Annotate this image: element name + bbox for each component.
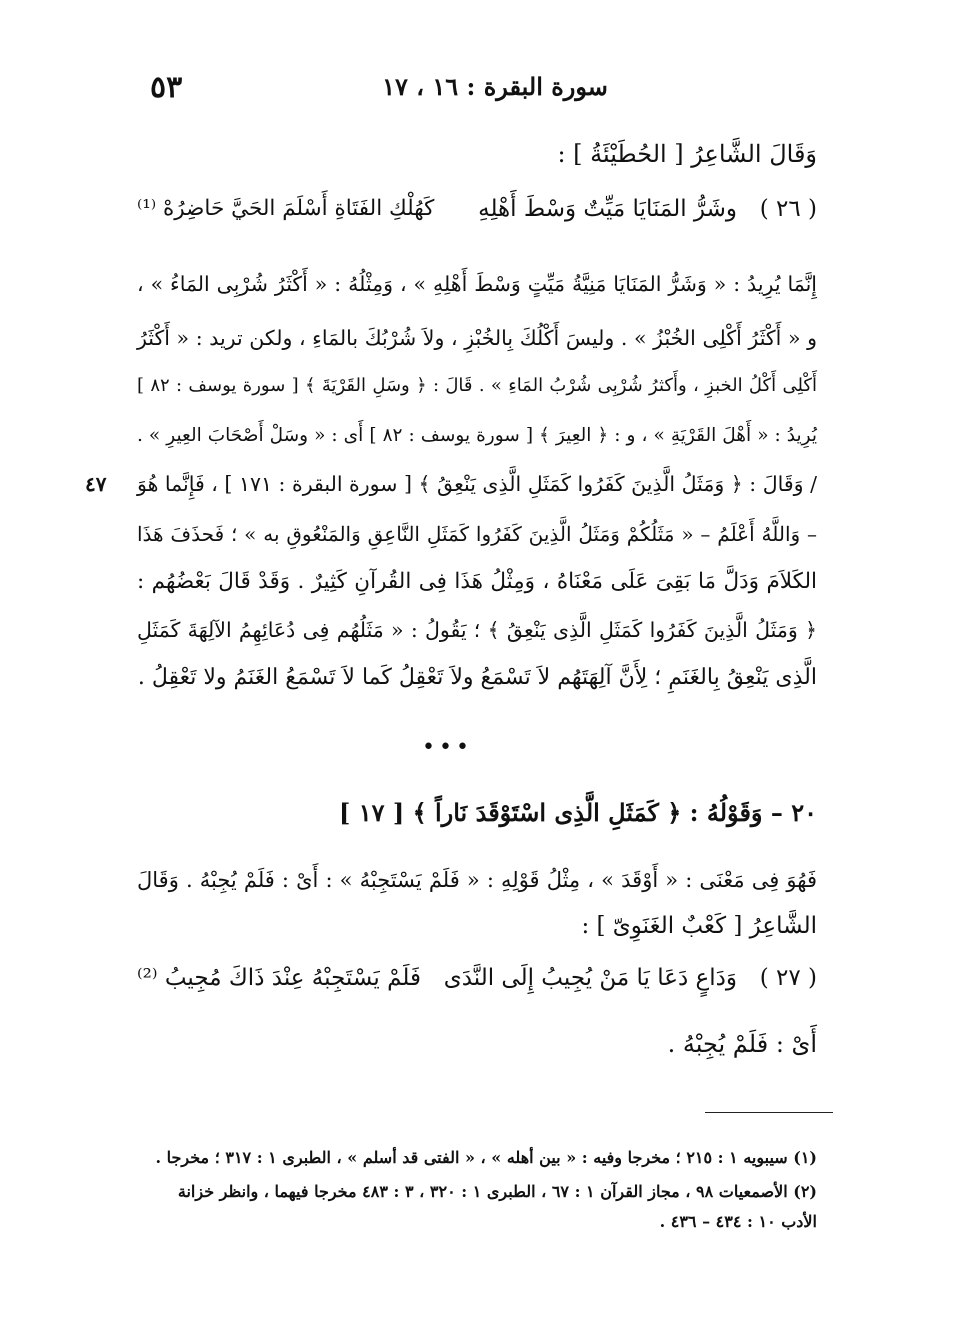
running-head: سورة البقرة : ١٦ ، ١٧ <box>382 72 608 101</box>
text-line: – وَاللَّهُ أَعْلَمُ – « مَثَلُكُمْ وَمَثَلُ الَّذِينَ كَفَرُوا كَمَثَلِ النَّاعِقِ وَالمَنْعُوقِ به » ؛ فَحذَفَ هَذَا <box>137 522 817 546</box>
footnote-rule <box>705 1112 833 1113</box>
closing-line: أَىْ : فَلَمْ يُجِبْهُ . <box>667 1030 817 1058</box>
text-line: / وَقَالَ : ﴿ وَمَثَلُ الَّذِينَ كَفَرُوا كَمَثَلِ الَّذِى يَنْعِقُ ﴾ [ سورة البقرة : ١٧١ ] ، فَإِنَّما هُوَ <box>137 472 817 496</box>
page-number: ٥٣ <box>150 70 183 105</box>
footnote-2: (٢) الأصمعيات ٩٨ ، مجاز القرآن ١ : ٦٧ ، الطبرى ١ : ٣٢٠ ، ٣ : ٤٨٣ مخرجا فيهما ، وانظر خزانة <box>177 1182 817 1201</box>
text-line: و « أَكْثَرُ أَكْلِى الخُبْزُ » . وليسَ أَكْلُكَ بِالخُبْزِ ، ولاَ شُرْبُكَ بالمَاءِ ، ولكن تريد : « أَكْثَرُ <box>137 326 817 350</box>
text-line: الَّذِى يَنْعِقُ بِالغَنَمِ ؛ لِأَنَّ آلِهَتَهُم لاَ تَسْمَعُ ولاَ تَعْقِلُ كَما لاَ تَسْمَعُ الغَنَمُ ولا تَعْقِلُ . <box>137 665 817 690</box>
text-line: ﴿ وَمَثَلُ الَّذِينَ كَفَرُوا كَمَثَلِ الَّذِى يَنْعِقُ ﴾ ؛ يَقُولُ : « مَثَلُهُم فِى دُعَائِهِمُ الآلِهَةَ كَمَثَلِ <box>137 618 817 642</box>
margin-note: ٤٧ <box>85 472 107 496</box>
section-heading: ٢٠ – وَقَوْلُهُ : ﴿ كَمَثَلِ الَّذِى اسْتَوْقَدَ نَاراً ﴾ [ ١٧ ] <box>339 798 817 827</box>
section-separator: ••• <box>422 735 473 760</box>
footnote-2-cont: الأدب ١٠ : ٤٣٤ – ٤٣٦ . <box>659 1212 817 1231</box>
text-line: الكَلاَمَ وَدَلَّ مَا بَقِىَ عَلَى مَعْنَاهُ ، وَمِثْلُ هَذَا فِى القُرآنِ كَثِيرٌ . وَقَدْ قَالَ بَعْضُهُم : <box>137 569 817 594</box>
text-line: إِنَّمَا يُرِيدُ : « وَشَرُّ المَنَايَا مَنِيَّةُ مَيِّتٍ وَسْطَ أَهْلِهِ » ، وَمِثْلُهُ : « أَكْثَرُ شُرْبِى المَاءُ » ، <box>137 272 817 296</box>
text-line: يُرِيدُ : « أَهْلَ القَرْيَةِ » ، و : ﴿ العِيرَ ﴾ [ سورة يوسف : ٨٢ ] أَى : « وسَلْ أَصْحَابَ العِيرِ » . <box>137 425 818 446</box>
verse-number: ( ٢٧ ) <box>759 965 817 991</box>
text-line: الشَّاعِرُ [ كَعْبٌ الغَنَوِىّ ] : <box>581 913 817 939</box>
poet-intro-1: وَقَالَ الشَّاعِرُ [ الحُطَيْئَةُ ] : <box>557 140 817 168</box>
text-line: فَهُوَ فِى مَعْنَى : « أَوْقَدَ » ، مِثْلُ قَوْلِهِ : « فَلَمْ يَسْتَجِبْهُ » : أَىْ : فَلَمْ يُجِبْهُ . وَقَالَ <box>137 868 817 892</box>
verse-number: ( ٢٦ ) <box>759 196 817 222</box>
footnote-1: (١) سيبويه ١ : ٢١٥ ؛ مخرجا وفيه : « بين أهله » ، « الفتى قد أسلم » ، الطبرى ١ : ٣١٧ ؛ مخرجا . <box>155 1148 817 1167</box>
verse-hemistich-2: كَهُلْكِ الفَتَاةِ أَسْلَمَ الحَيَّ حَاضِرُهْ ⁽¹⁾ <box>137 196 435 221</box>
verse-hemistich-1: وشَرُّ المَنَايَا مَيِّتٌ وَسْطَ أَهْلِهِ <box>478 196 737 222</box>
text-line: أَكْلِى أَكْلُ الخبزِ ، وأَكثرُ شُرْبِى شُرْبُ المَاءِ » . قَالَ : ﴿ وسَلِ القَرْيَةَ ﴾ [ سورة يوسف : ٨٢ ] <box>137 375 817 396</box>
verse-hemistich-1: وَدَاعٍ دَعَا يَا مَنْ يُجِيبُ إِلَى النَّدَى <box>443 965 737 991</box>
verse-hemistich-2: فَلَمْ يَسْتَجِبْهُ عِنْدَ ذَاكَ مُجِيبُ ⁽²⁾ <box>137 965 422 991</box>
